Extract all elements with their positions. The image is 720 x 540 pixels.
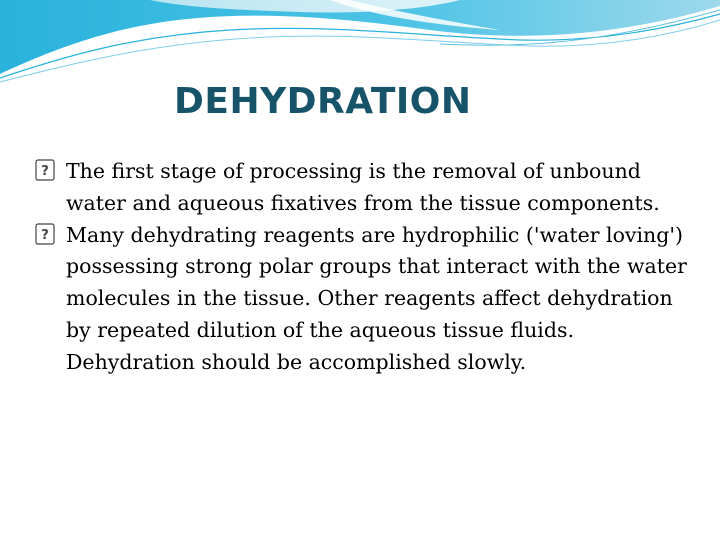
missing-glyph-icon	[34, 223, 56, 245]
svg-text:?: ?	[41, 227, 49, 243]
bullet-text: The first stage of processing is the removal of unbound water and aqueous fixatives from the tissue components.	[66, 159, 660, 215]
svg-text:?: ?	[41, 164, 49, 179]
missing-glyph-icon	[34, 159, 56, 181]
bullet-list	[34, 156, 694, 379]
bullet-item	[34, 156, 694, 220]
bullet-item	[34, 220, 694, 379]
bullet-text: Many dehydrating reagents are hydrophilic ('water loving') possessing strong polar groups that interact with the water molecules in the tissue. Other reagents affect dehydration by repeated dilution of the aqueous tissue fluids. Dehydration should be accomplished slowly.	[66, 222, 687, 374]
slide-title: DEHYDRATION	[174, 81, 472, 122]
